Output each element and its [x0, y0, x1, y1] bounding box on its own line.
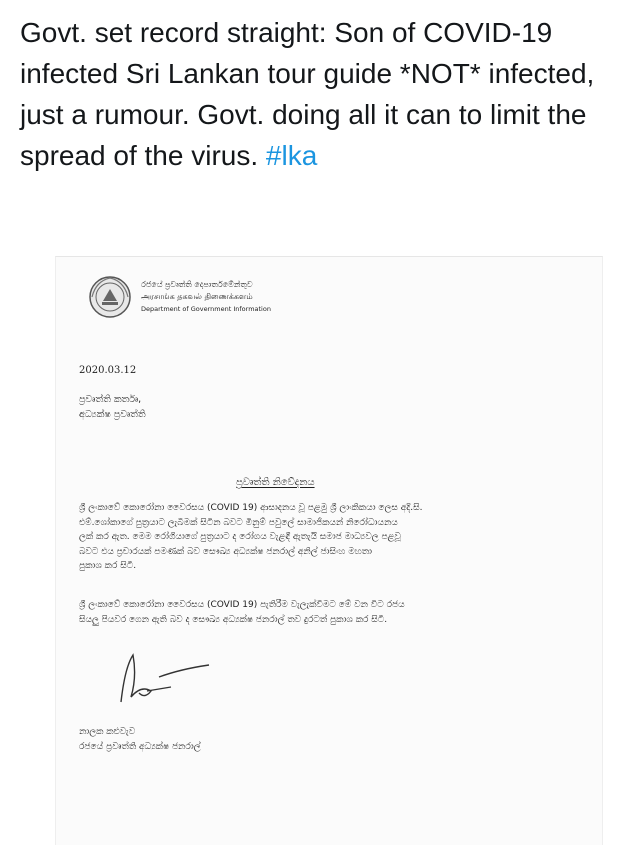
paragraph-line: ලක් කර ඇත. මෙම රෝගියාගේ පුත්‍රයාට ද රෝගය වැළඳී ඇතැයි සමාජ මාධ්‍යවල පළවූ — [79, 532, 401, 542]
dept-name-tamil: அரசாங்க தகவல் திணைக்களம் — [141, 292, 253, 301]
signatory-name: නාලක කළුවැව — [79, 727, 136, 737]
paragraph-line: බවට එය ප්‍රචාරයක් පමණක් බව සෞඛ්‍ය අධ්‍යක්ෂ ජනරාල් අනිල් ජාසිංහ මහතා — [79, 546, 373, 557]
signature-icon — [111, 647, 221, 717]
press-release-image — [55, 256, 603, 845]
salutation-line: ප්‍රවෘත්ති කර්තෘ, — [79, 394, 142, 405]
salutation-line: අධ්‍යක්ෂ ප්‍රවෘත්ති — [79, 409, 146, 420]
paragraph-line: ශ්‍රී ලංකාවේ කොරෝනා වෛරසය (COVID 19) පැතිරීම වැලැක්වීමට මේ වන විට රජය — [79, 600, 405, 610]
tweet-body: Govt. set record straight: Son of COVID-19 infected Sri Lankan tour guide *NOT* infected, just a rumour. Govt. doing all it can to limit the spread of the virus. — [20, 17, 595, 171]
signatory-title: රජයේ ප්‍රවෘත්ති අධ්‍යක්ෂ ජනරාල් — [79, 742, 201, 752]
document-date: 2020.03.12 — [79, 365, 137, 376]
department-header — [141, 279, 271, 315]
document-heading: ප්‍රවෘත්ති නිවේදනය — [236, 477, 315, 488]
hashtag-link[interactable]: #lka — [265, 140, 318, 171]
paragraph-1 — [79, 501, 584, 574]
government-emblem-icon — [88, 275, 132, 319]
salutation — [79, 392, 146, 422]
paragraph-2 — [79, 598, 584, 627]
paragraph-line: එම්.ශෝකාගේ පුත්‍රයාට ලැබීමක් සිටින බවට මිනුම් පවුලේ සාමාජිකයන් නිරෝධායනය — [79, 517, 398, 528]
paragraph-line: පුකාශ කර සිටී. — [79, 561, 137, 571]
paragraph-line: සියලු පියවර ගෙන ඇති බව ද සෞඛ්‍ය අධ්‍යක්ෂ ජනරාල් තව දුරටත් පුකාශ කර සිටී. — [79, 614, 388, 625]
tweet-text — [20, 12, 610, 176]
dept-name-english: Department of Government Information — [141, 305, 271, 313]
signatory-block — [79, 725, 201, 755]
dept-name-sinhala: රජයේ ප්‍රවෘත්ති දෙපාර්තමේන්තුව — [141, 280, 253, 289]
paragraph-line: ශ්‍රී ලංකාවේ කොරෝනා වෛරසය (COVID 19) ආසාදනය වූ පළමු ශ්‍රී ලාංකිකයා ලෙස අදි.සි. — [79, 503, 423, 513]
